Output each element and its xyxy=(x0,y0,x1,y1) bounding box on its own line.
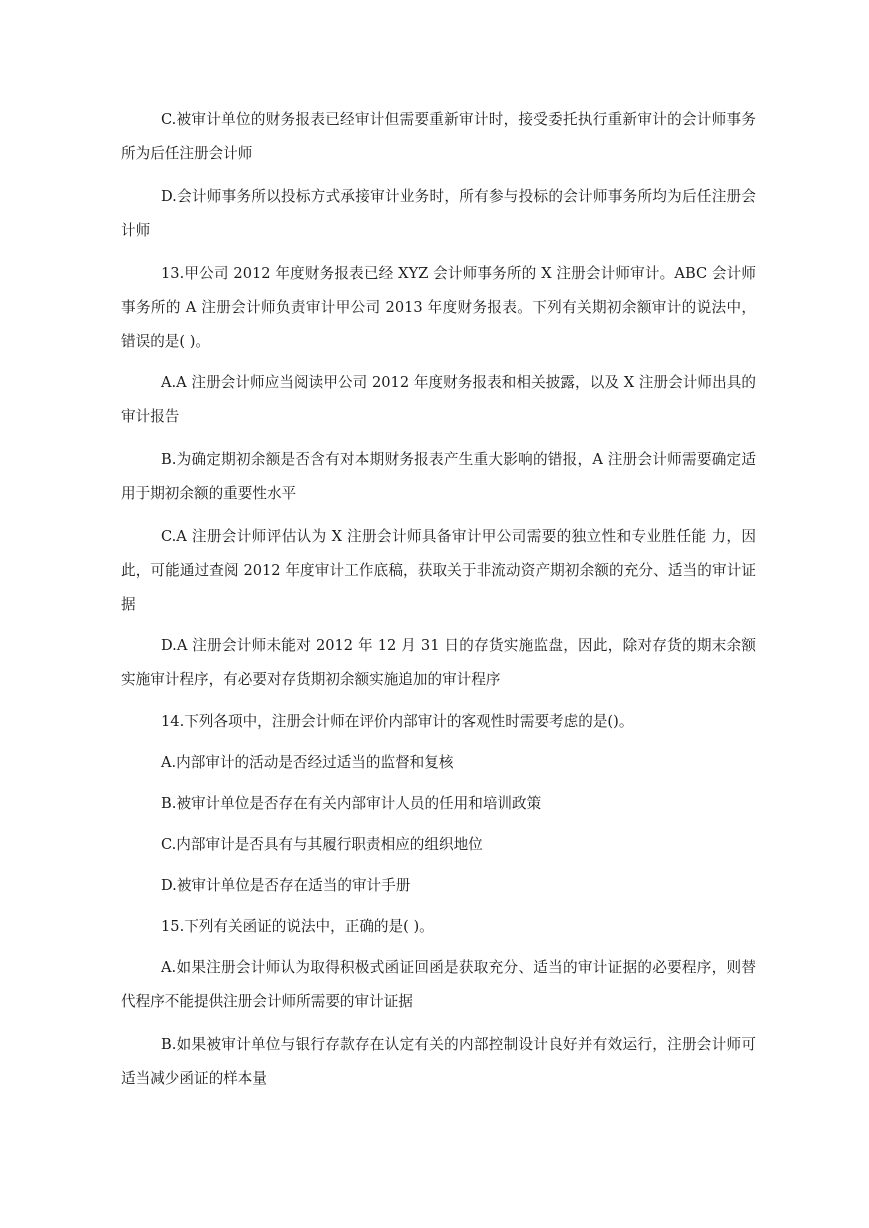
option-d-q12: D.会计师事务所以投标方式承接审计业务时，所有参与投标的会计师事务所均为后任注册会计师 xyxy=(121,188,756,239)
option-b-q14: B.被审计单位是否存在有关内部审计人员的任用和培训政策 xyxy=(161,795,542,812)
question-15: 15.下列有关函证的说法中，正确的是( )。 xyxy=(161,918,434,935)
option-d-q13: D.A 注册会计师未能对 2012 年 12 月 31 日的存货实施监盘，因此，除对存货的期末余额实施审计程序，有必要对存货期初余额实施追加的审计程序 xyxy=(121,637,756,688)
option-a-q15: A.如果注册会计师认为取得积极式函证回函是获取充分、适当的审计证据的必要程序，则替代程序不能提供注册会计师所需要的审计证据 xyxy=(121,959,756,1010)
option-c-q14: C.内部审计是否具有与其履行职责相应的组织地位 xyxy=(161,836,483,853)
option-b-q15: B.如果被审计单位与银行存款存在认定有关的内部控制设计良好并有效运行，注册会计师可适当减少函证的样本量 xyxy=(121,1036,756,1087)
option-b-q13: B.为确定期初余额是否含有对本期财务报表产生重大影响的错报，A 注册会计师需要确定适用于期初余额的重要性水平 xyxy=(121,451,756,502)
option-c-q13: C.A 注册会计师评估认为 X 注册会计师具备审计甲公司需要的独立性和专业胜任能 力，因此，可能通过查阅 2012 年度审计工作底稿，获取关于非流动资产期初余额的充分、适当的审计证据 xyxy=(121,528,756,613)
option-d-q14: D.被审计单位是否存在适当的审计手册 xyxy=(161,877,411,894)
question-13: 13.甲公司 2012 年度财务报表已经 XYZ 会计师事务所的 X 注册会计师审计。ABC 会计师事务所的 A 注册会计师负责审计甲公司 2013 年度财务报表。下列有关期初余额审计的说法中，错误的是( )。 xyxy=(121,265,756,350)
option-c-q12: C.被审计单位的财务报表已经审计但需要重新审计时，接受委托执行重新审计的会计师事务所为后任注册会计师 xyxy=(121,111,756,162)
option-a-q13: A.A 注册会计师应当阅读甲公司 2012 年度财务报表和相关披露，以及 X 注册会计师出具的审计报告 xyxy=(121,374,756,425)
question-14: 14.下列各项中，注册会计师在评价内部审计的客观性时需要考虑的是()。 xyxy=(161,713,634,730)
option-a-q14: A.内部审计的活动是否经过适当的监督和复核 xyxy=(161,754,454,771)
